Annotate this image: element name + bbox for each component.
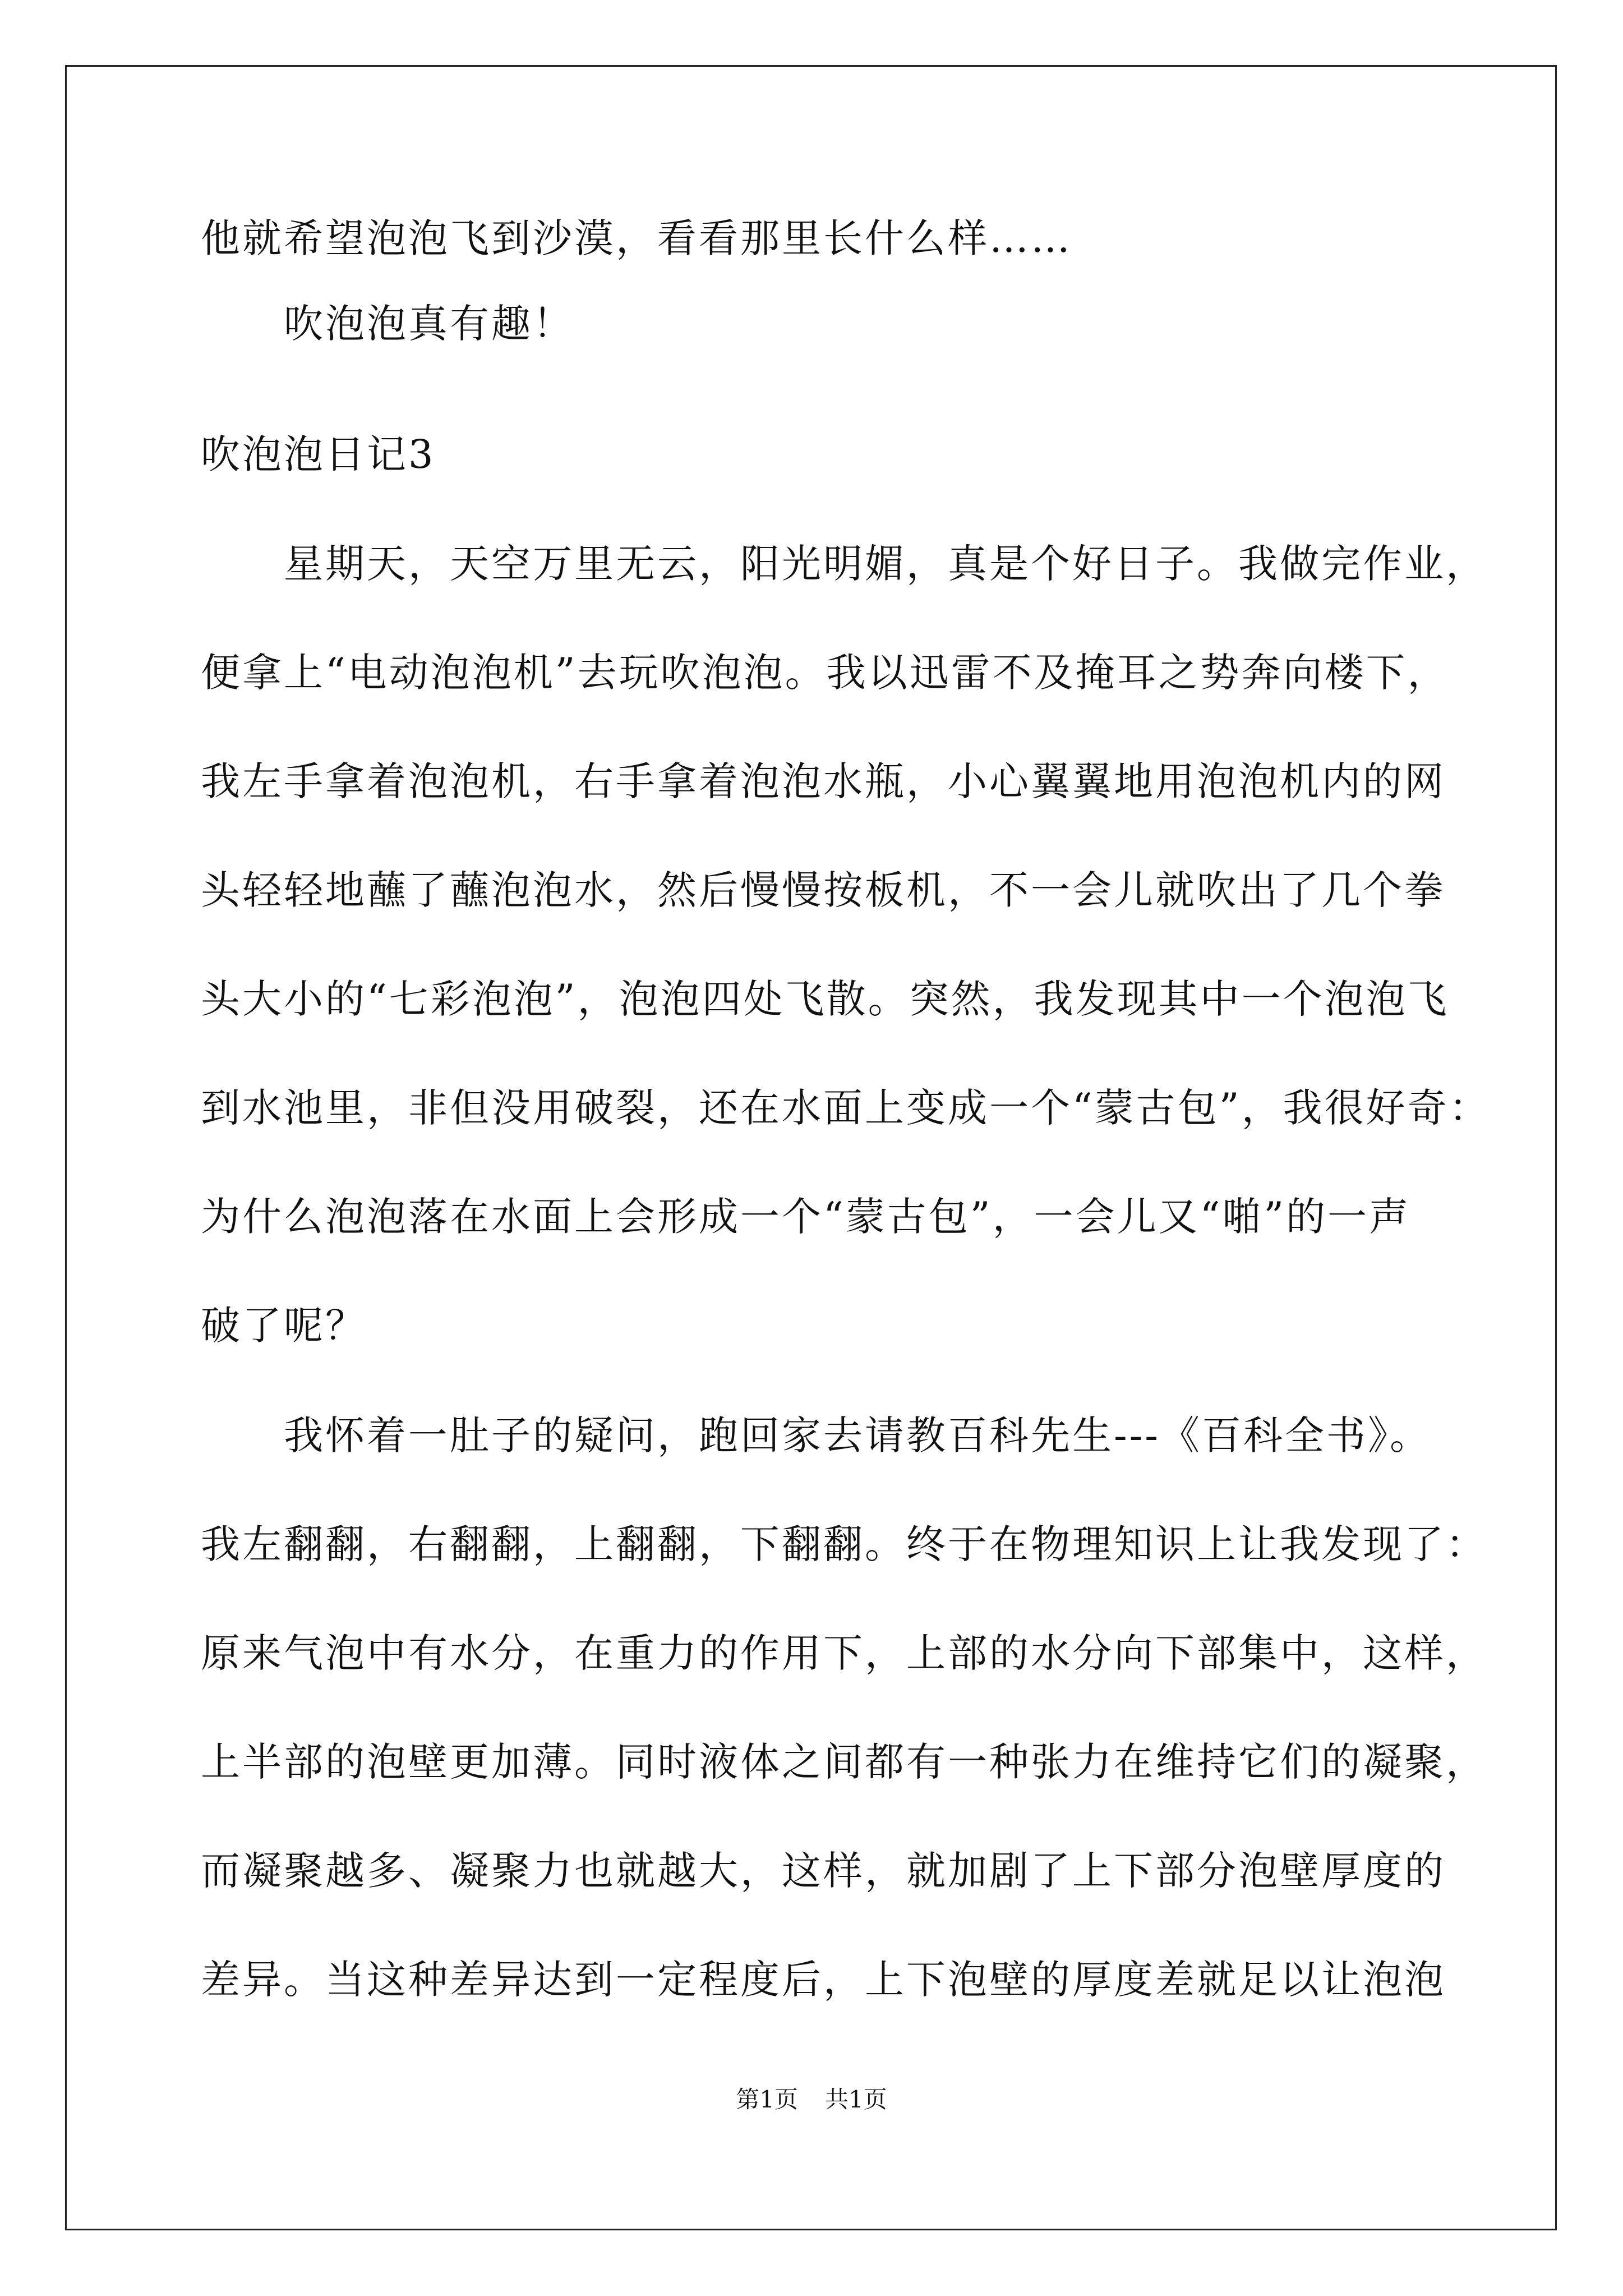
- paragraph-line: 而凝聚越多、凝聚力也就越大，这样，就加剧了上下部分泡壁厚度的: [201, 1848, 1446, 1894]
- paragraph-line: 星期天，天空万里无云，阳光明媚，真是个好日子。我做完作业，: [284, 541, 1487, 587]
- paragraph-line: 吹泡泡真有趣！: [284, 301, 574, 347]
- page-number: 第1页: [736, 2086, 798, 2113]
- paragraph-line: 头大小的“七彩泡泡”，泡泡四处飞散。突然，我发现其中一个泡泡飞: [201, 976, 1449, 1022]
- paragraph-line: 他就希望泡泡飞到沙漠，看看那里长什么样……: [201, 215, 1072, 261]
- paragraph-line: 到水池里，非但没用破裂，还在水面上变成一个“蒙古包”，我很好奇：: [201, 1085, 1491, 1131]
- paragraph-line: 为什么泡泡落在水面上会形成一个“蒙古包”，一会儿又“啪”的一声: [201, 1194, 1411, 1240]
- paragraph-line: 我左翻翻，右翻翻，上翻翻，下翻翻。终于在物理知识上让我发现了：: [201, 1521, 1487, 1567]
- paragraph-line: 原来气泡中有水分，在重力的作用下，上部的水分向下部集中，这样，: [201, 1630, 1487, 1676]
- page-total: 共1页: [825, 2086, 887, 2113]
- paragraph-line: 头轻轻地蘸了蘸泡泡水，然后慢慢按板机，不一会儿就吹出了几个拳: [201, 867, 1446, 913]
- paragraph-line: 便拿上“电动泡泡机”去玩吹泡泡。我以迅雷不及掩耳之势奔向楼下，: [201, 650, 1449, 696]
- paragraph-line: 差异。当这种差异达到一定程度后，上下泡壁的厚度差就足以让泡泡: [201, 1957, 1446, 2003]
- page-footer: [0, 2084, 1623, 2115]
- paragraph-line: 我怀着一肚子的疑问，跑回家去请教百科先生---《百科全书》。: [284, 1412, 1431, 1458]
- page-border: [65, 65, 1557, 2230]
- paragraph-line: 破了呢？: [201, 1303, 367, 1349]
- paragraph-line: 我左手拿着泡泡机，右手拿着泡泡水瓶，小心翼翼地用泡泡机内的网: [201, 758, 1446, 804]
- paragraph-line: 上半部的泡壁更加薄。同时液体之间都有一种张力在维持它们的凝聚，: [201, 1739, 1487, 1785]
- section-heading: 吹泡泡日记3: [201, 431, 436, 477]
